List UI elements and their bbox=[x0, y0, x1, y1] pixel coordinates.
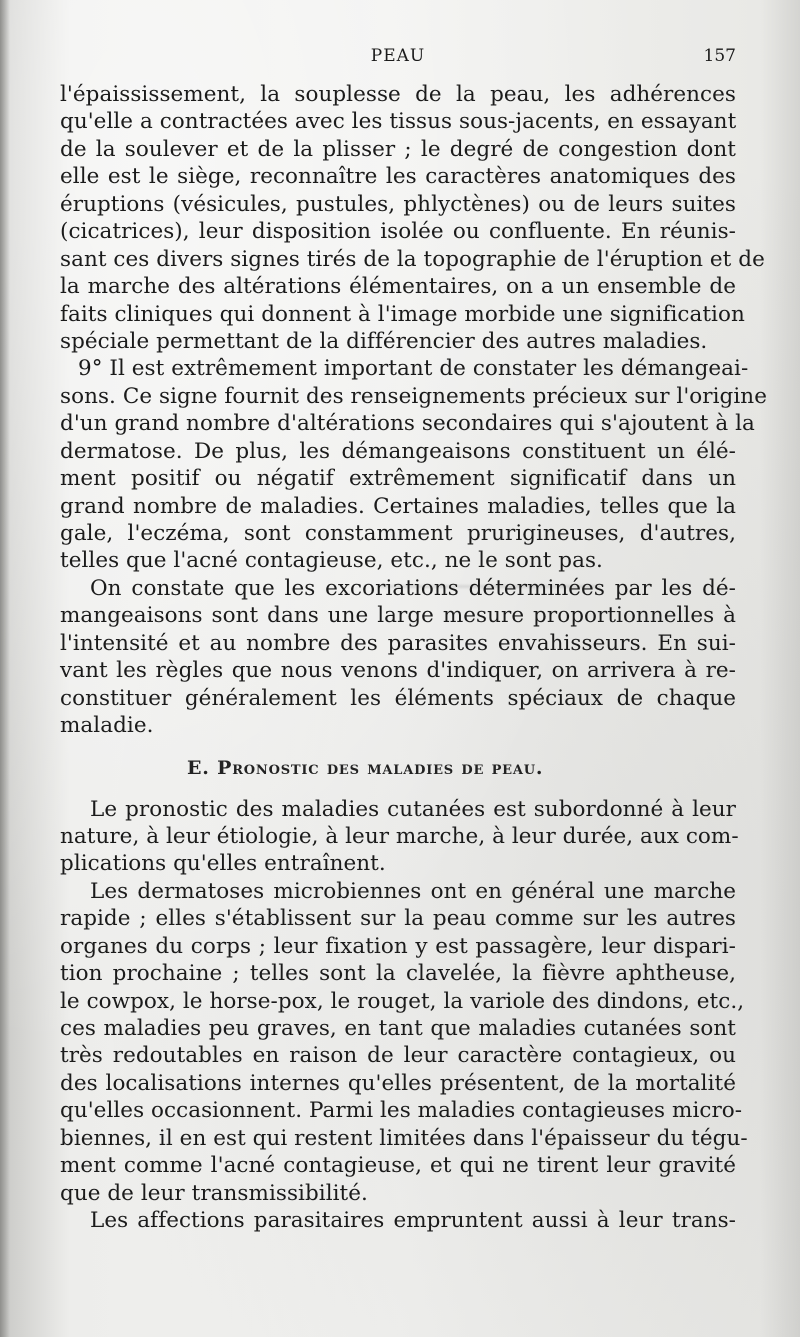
text-line: On constate que les excoriations déterminées par les dé- bbox=[90, 575, 736, 601]
text-line: de la soulever et de la plisser ; le degré de congestion dont bbox=[60, 136, 736, 162]
text-line: Le pronostic des maladies cutanées est subordonné à leur bbox=[90, 796, 736, 822]
text-line: qu'elles occasionnent. Parmi les maladies contagieuses micro- bbox=[60, 1098, 743, 1124]
text-line: vant les règles que nous venons d'indiquer, on arrivera à re- bbox=[60, 658, 736, 684]
main-text bbox=[60, 81, 767, 1235]
text-line: le cowpox, le horse-pox, le rouget, la variole des dindons, etc., bbox=[60, 988, 745, 1014]
page-header bbox=[60, 46, 736, 76]
text-line: l'épaississement, la souplesse de la peau, les adhérences bbox=[60, 82, 736, 107]
text-line: organes du corps ; leur fixation y est passagère, leur dispari- bbox=[60, 933, 736, 959]
text-line: nature, à leur étiologie, à leur marche, à leur durée, aux com- bbox=[60, 823, 739, 849]
text-line: éruptions (vésicules, pustules, phlyctènes) ou de leurs suites bbox=[60, 191, 736, 217]
text-line: grand nombre de maladies. Certaines maladies, telles que la bbox=[60, 493, 736, 519]
text-line: mangeaisons sont dans une large mesure proportionnelles à bbox=[60, 603, 736, 629]
page-edge-shadow bbox=[0, 0, 10, 1337]
text-line: (cicatrices), leur disposition isolée ou confluente. En réunis- bbox=[60, 219, 736, 245]
text-line: elle est le siège, reconnaître les caractères anatomiques des bbox=[60, 164, 736, 190]
text-line: telles que l'acné contagieuse, etc., ne le sont pas. bbox=[60, 548, 603, 574]
text-line: 9° Il est extrêmement important de constater les démangeai- bbox=[78, 356, 749, 382]
text-line: biennes, il en est qui restent limitées dans l'épaisseur du tégu- bbox=[60, 1125, 748, 1151]
text-line: très redoutables en raison de leur caractère contagieux, ou bbox=[60, 1043, 736, 1069]
text-line: des localisations internes qu'elles présentent, de la mortalité bbox=[60, 1070, 736, 1096]
text-line: rapide ; elles s'établissent sur la peau comme sur les autres bbox=[60, 906, 736, 932]
text-line: plications qu'elles entraînent. bbox=[60, 851, 386, 877]
text-line: ment comme l'acné contagieuse, et qui ne tirent leur gravité bbox=[60, 1153, 736, 1179]
text-line: tion prochaine ; telles sont la clavelée, la fièvre aphtheuse, bbox=[60, 961, 736, 987]
running-head: PEAU bbox=[370, 46, 426, 66]
text-line: que de leur transmissibilité. bbox=[60, 1180, 368, 1206]
text-line: Les dermatoses microbiennes ont en général une marche bbox=[90, 878, 736, 904]
text-line: qu'elle a contractées avec les tissus sous-jacents, en essayant bbox=[60, 109, 737, 135]
text-line: constituer généralement les éléments spéciaux de chaque bbox=[60, 685, 736, 711]
text-line: ces maladies peu graves, en tant que maladies cutanées sont bbox=[60, 1016, 736, 1041]
page-number: 157 bbox=[703, 46, 736, 66]
text-line: faits cliniques qui donnent à l'image morbide une signification bbox=[60, 301, 745, 327]
text-line: l'intensité et au nombre des parasites envahisseurs. En sui- bbox=[60, 630, 736, 656]
text-line: spéciale permettant de la différencier des autres maladies. bbox=[60, 328, 708, 354]
section-heading: E. Pronostic des maladies de peau. bbox=[187, 756, 544, 779]
text-line: d'un grand nombre d'altérations secondaires qui s'ajoutent à la bbox=[60, 411, 755, 437]
text-line: ment positif ou négatif extrêmement significatif dans un bbox=[60, 466, 736, 492]
text-line: gale, l'eczéma, sont constamment prurigineuses, d'autres, bbox=[60, 521, 736, 546]
text-line: dermatose. De plus, les démangeaisons constituent un élé- bbox=[60, 438, 736, 464]
text-line: sant ces divers signes tirés de la topographie de l'éruption et de bbox=[60, 246, 765, 272]
text-line: maladie. bbox=[60, 713, 154, 739]
text-line: Les affections parasitaires empruntent aussi à leur trans- bbox=[90, 1208, 736, 1234]
text-line: la marche des altérations élémentaires, on a un ensemble de bbox=[60, 274, 736, 300]
text-line: sons. Ce signe fournit des renseignements précieux sur l'origine bbox=[60, 383, 767, 409]
